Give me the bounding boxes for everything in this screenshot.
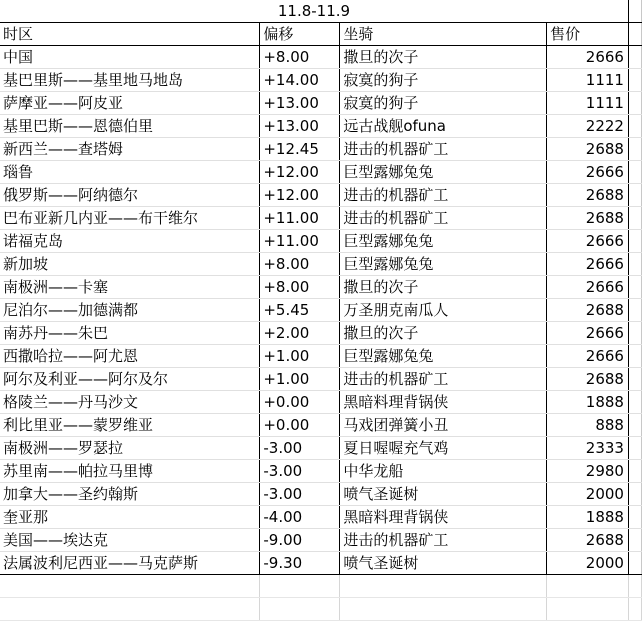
price-cell[interactable]: 1888 bbox=[547, 391, 629, 414]
table-row bbox=[0, 506, 642, 529]
price-cell[interactable]: 2688 bbox=[547, 207, 629, 230]
empty-cell[interactable] bbox=[628, 276, 641, 299]
table-row bbox=[0, 529, 642, 552]
empty-cell[interactable] bbox=[628, 552, 641, 575]
header-mount[interactable]: 坐骑 bbox=[340, 23, 547, 46]
empty-cell[interactable] bbox=[628, 230, 641, 253]
zone-cell[interactable]: 苏里南——帕拉马里博 bbox=[0, 460, 260, 483]
empty-cell[interactable] bbox=[628, 92, 641, 115]
price-cell[interactable]: 2688 bbox=[547, 299, 629, 322]
mount-cell[interactable]: 撒旦的次子 bbox=[340, 276, 547, 299]
empty-cell[interactable] bbox=[628, 368, 641, 391]
zone-cell[interactable]: 萨摩亚——阿皮亚 bbox=[0, 92, 260, 115]
price-cell[interactable]: 1111 bbox=[547, 69, 629, 92]
zone-cell[interactable]: 中国 bbox=[0, 46, 260, 69]
empty-cell[interactable] bbox=[628, 598, 641, 621]
table-row bbox=[0, 115, 642, 138]
empty-cell[interactable] bbox=[628, 115, 641, 138]
table-row bbox=[0, 138, 642, 161]
table-row bbox=[0, 299, 642, 322]
header-offset[interactable]: 偏移 bbox=[260, 23, 340, 46]
price-cell[interactable]: 2000 bbox=[547, 483, 629, 506]
offset-cell[interactable]: +1.00 bbox=[260, 368, 340, 391]
mount-cell[interactable]: 马戏团弹簧小丑 bbox=[340, 414, 547, 437]
mount-cell[interactable]: 进击的机器矿工 bbox=[340, 138, 547, 161]
zone-cell[interactable]: 新西兰——查塔姆 bbox=[0, 138, 260, 161]
price-cell[interactable]: 1111 bbox=[547, 92, 629, 115]
table-row bbox=[0, 414, 642, 437]
price-cell[interactable]: 888 bbox=[547, 414, 629, 437]
price-cell[interactable]: 2666 bbox=[547, 253, 629, 276]
offset-cell[interactable]: -9.00 bbox=[260, 529, 340, 552]
offset-cell[interactable]: -9.30 bbox=[260, 552, 340, 575]
price-cell[interactable]: 2980 bbox=[547, 460, 629, 483]
zone-cell[interactable]: 巴布亚新几内亚——布干维尔 bbox=[0, 207, 260, 230]
table-row bbox=[0, 483, 642, 506]
zone-cell[interactable]: 瑙鲁 bbox=[0, 161, 260, 184]
empty-cell[interactable] bbox=[628, 253, 641, 276]
empty-cell[interactable] bbox=[340, 598, 547, 621]
zone-cell[interactable]: 诺福克岛 bbox=[0, 230, 260, 253]
table-row bbox=[0, 345, 642, 368]
zone-cell[interactable]: 奎亚那 bbox=[0, 506, 260, 529]
mount-cell[interactable]: 撒旦的次子 bbox=[340, 322, 547, 345]
mount-cell[interactable]: 巨型露娜兔兔 bbox=[340, 253, 547, 276]
zone-cell[interactable]: 俄罗斯——阿纳德尔 bbox=[0, 184, 260, 207]
table-row bbox=[0, 276, 642, 299]
empty-cell[interactable] bbox=[628, 575, 641, 598]
empty-cell[interactable] bbox=[0, 598, 260, 621]
empty-cell[interactable] bbox=[628, 345, 641, 368]
price-cell[interactable]: 1888 bbox=[547, 506, 629, 529]
offset-cell[interactable]: +12.00 bbox=[260, 184, 340, 207]
price-cell[interactable]: 2666 bbox=[547, 322, 629, 345]
empty-cell[interactable] bbox=[628, 483, 641, 506]
mount-cell[interactable]: 喷气圣诞树 bbox=[340, 483, 547, 506]
price-cell[interactable]: 2688 bbox=[547, 138, 629, 161]
empty-cell[interactable] bbox=[628, 437, 641, 460]
price-cell[interactable]: 2688 bbox=[547, 529, 629, 552]
mount-cell[interactable]: 进击的机器矿工 bbox=[340, 368, 547, 391]
price-cell[interactable]: 2333 bbox=[547, 437, 629, 460]
header-zone[interactable]: 时区 bbox=[0, 23, 260, 46]
mount-cell[interactable]: 巨型露娜兔兔 bbox=[340, 230, 547, 253]
title-row bbox=[0, 0, 642, 23]
table-title[interactable]: 11.8-11.9 bbox=[0, 0, 628, 23]
offset-cell[interactable]: +14.00 bbox=[260, 69, 340, 92]
zone-cell[interactable]: 阿尔及利亚——阿尔及尔 bbox=[0, 368, 260, 391]
table-row bbox=[0, 69, 642, 92]
empty-cell[interactable] bbox=[628, 529, 641, 552]
table-row bbox=[0, 368, 642, 391]
empty-cell[interactable] bbox=[547, 598, 629, 621]
empty-cell[interactable] bbox=[628, 46, 641, 69]
empty-cell[interactable] bbox=[628, 299, 641, 322]
price-cell[interactable]: 2666 bbox=[547, 276, 629, 299]
zone-cell[interactable]: 尼泊尔——加德满都 bbox=[0, 299, 260, 322]
empty-cell[interactable] bbox=[628, 460, 641, 483]
mount-cell[interactable]: 进击的机器矿工 bbox=[340, 184, 547, 207]
table-row bbox=[0, 253, 642, 276]
offset-cell[interactable]: +11.00 bbox=[260, 230, 340, 253]
offset-cell[interactable]: +8.00 bbox=[260, 253, 340, 276]
offset-cell[interactable]: +8.00 bbox=[260, 276, 340, 299]
header-price[interactable]: 售价 bbox=[547, 23, 629, 46]
offset-cell[interactable]: -4.00 bbox=[260, 506, 340, 529]
empty-cell[interactable] bbox=[628, 506, 641, 529]
table-row bbox=[0, 161, 642, 184]
empty-cell[interactable] bbox=[260, 575, 340, 598]
table-row bbox=[0, 437, 642, 460]
offset-cell[interactable]: +2.00 bbox=[260, 322, 340, 345]
zone-cell[interactable]: 加拿大——圣约翰斯 bbox=[0, 483, 260, 506]
empty-row bbox=[0, 598, 642, 621]
offset-cell[interactable]: +5.45 bbox=[260, 299, 340, 322]
empty-cell[interactable] bbox=[628, 207, 641, 230]
mount-cell[interactable]: 进击的机器矿工 bbox=[340, 207, 547, 230]
mount-cell[interactable]: 远古战舰ofuna bbox=[340, 115, 547, 138]
table-row bbox=[0, 391, 642, 414]
offset-cell[interactable]: +8.00 bbox=[260, 46, 340, 69]
empty-cell[interactable] bbox=[547, 575, 629, 598]
price-cell[interactable]: 2222 bbox=[547, 115, 629, 138]
empty-cell[interactable] bbox=[628, 414, 641, 437]
offset-cell[interactable]: -3.00 bbox=[260, 483, 340, 506]
offset-cell[interactable]: +13.00 bbox=[260, 115, 340, 138]
zone-cell[interactable]: 南极洲——罗瑟拉 bbox=[0, 437, 260, 460]
table-row bbox=[0, 184, 642, 207]
empty-cell[interactable] bbox=[628, 161, 641, 184]
empty-cell[interactable] bbox=[628, 391, 641, 414]
zone-cell[interactable]: 南苏丹——朱巴 bbox=[0, 322, 260, 345]
zone-cell[interactable]: 美国——埃达克 bbox=[0, 529, 260, 552]
empty-cell[interactable] bbox=[628, 0, 641, 23]
price-cell[interactable]: 2666 bbox=[547, 230, 629, 253]
offset-cell[interactable]: -3.00 bbox=[260, 437, 340, 460]
zone-cell[interactable]: 基巴里斯——基里地马地岛 bbox=[0, 69, 260, 92]
empty-cell[interactable] bbox=[0, 575, 260, 598]
empty-row bbox=[0, 575, 642, 598]
mount-cell[interactable]: 万圣朋克南瓜人 bbox=[340, 299, 547, 322]
zone-cell[interactable]: 格陵兰——丹马沙文 bbox=[0, 391, 260, 414]
offset-cell[interactable]: -3.00 bbox=[260, 460, 340, 483]
mount-cell[interactable]: 黑暗料理背锅侠 bbox=[340, 506, 547, 529]
table-row bbox=[0, 460, 642, 483]
table-row bbox=[0, 322, 642, 345]
empty-cell[interactable] bbox=[340, 575, 547, 598]
mount-cell[interactable]: 进击的机器矿工 bbox=[340, 529, 547, 552]
offset-cell[interactable]: +0.00 bbox=[260, 391, 340, 414]
empty-cell[interactable] bbox=[628, 23, 641, 46]
zone-cell[interactable]: 利比里亚——蒙罗维亚 bbox=[0, 414, 260, 437]
mount-cell[interactable]: 夏日喔喔充气鸡 bbox=[340, 437, 547, 460]
price-cell[interactable]: 2000 bbox=[547, 552, 629, 575]
table-row bbox=[0, 552, 642, 575]
offset-cell[interactable]: +12.45 bbox=[260, 138, 340, 161]
mount-cell[interactable]: 黑暗料理背锅侠 bbox=[340, 391, 547, 414]
empty-cell[interactable] bbox=[260, 598, 340, 621]
mount-cell[interactable]: 寂寞的狗子 bbox=[340, 69, 547, 92]
empty-cell[interactable] bbox=[628, 322, 641, 345]
mount-cell[interactable]: 寂寞的狗子 bbox=[340, 92, 547, 115]
table-row bbox=[0, 92, 642, 115]
price-cell[interactable]: 2666 bbox=[547, 46, 629, 69]
mount-cell[interactable]: 喷气圣诞树 bbox=[340, 552, 547, 575]
table-row bbox=[0, 230, 642, 253]
offset-cell[interactable]: +13.00 bbox=[260, 92, 340, 115]
mount-cell[interactable]: 巨型露娜兔兔 bbox=[340, 345, 547, 368]
zone-cell[interactable]: 法属波利尼西亚——马克萨斯 bbox=[0, 552, 260, 575]
zone-cell[interactable]: 西撒哈拉——阿尤恩 bbox=[0, 345, 260, 368]
empty-cell[interactable] bbox=[628, 138, 641, 161]
empty-cell[interactable] bbox=[628, 69, 641, 92]
price-cell[interactable]: 2666 bbox=[547, 161, 629, 184]
mount-cell[interactable]: 巨型露娜兔兔 bbox=[340, 161, 547, 184]
empty-cell[interactable] bbox=[628, 184, 641, 207]
offset-cell[interactable]: +1.00 bbox=[260, 345, 340, 368]
zone-cell[interactable]: 南极洲——卡塞 bbox=[0, 276, 260, 299]
zone-cell[interactable]: 基里巴斯——恩德伯里 bbox=[0, 115, 260, 138]
mount-cell[interactable]: 中华龙船 bbox=[340, 460, 547, 483]
offset-cell[interactable]: +12.00 bbox=[260, 161, 340, 184]
offset-cell[interactable]: +11.00 bbox=[260, 207, 340, 230]
price-cell[interactable]: 2688 bbox=[547, 368, 629, 391]
table-row bbox=[0, 207, 642, 230]
mount-cell[interactable]: 撒旦的次子 bbox=[340, 46, 547, 69]
zone-cell[interactable]: 新加坡 bbox=[0, 253, 260, 276]
price-cell[interactable]: 2688 bbox=[547, 184, 629, 207]
header-row bbox=[0, 23, 642, 46]
offset-cell[interactable]: +0.00 bbox=[260, 414, 340, 437]
table-row bbox=[0, 46, 642, 69]
price-cell[interactable]: 2666 bbox=[547, 345, 629, 368]
